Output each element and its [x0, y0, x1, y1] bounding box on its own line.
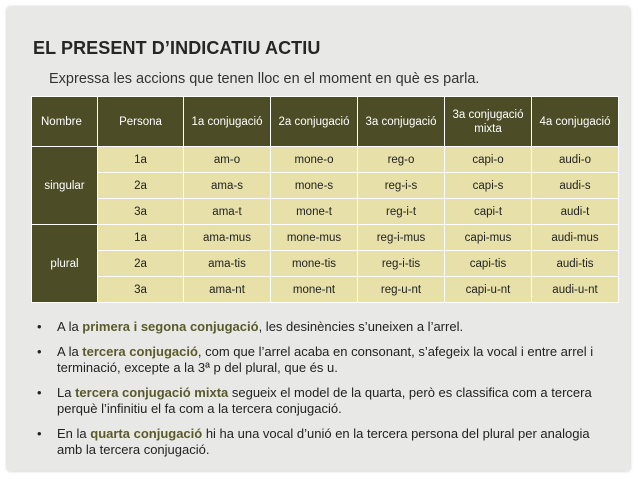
header-1a-conjugacio: 1a conjugació	[184, 97, 271, 147]
form-cell: am-o	[184, 147, 271, 173]
header-2a-conjugacio: 2a conjugació	[271, 97, 358, 147]
form-cell: mone-o	[271, 147, 358, 173]
form-cell: audi-tis	[532, 251, 619, 277]
bullet-text: A la	[57, 319, 83, 334]
bullet-emphasis: quarta conjugació	[90, 426, 203, 441]
form-cell: capi-u-nt	[445, 277, 532, 303]
table-row	[32, 147, 619, 173]
header-persona: Persona	[98, 97, 184, 147]
table-row	[32, 277, 619, 303]
bullet-text: A la	[57, 344, 83, 359]
header-3a-conjugacio-mixta: 3a conjugació mixta	[445, 97, 532, 147]
bullet-dot-icon: •	[37, 385, 42, 400]
form-cell: ama-t	[184, 199, 271, 225]
bullet-item	[37, 385, 607, 417]
group-label-singular: singular	[32, 147, 98, 225]
conjugation-table	[31, 96, 619, 303]
persona-cell: 2a	[98, 173, 184, 199]
form-cell: capi-mus	[445, 225, 532, 251]
form-cell: ama-mus	[184, 225, 271, 251]
bullet-text: segueix el model de la quarta, però es classifica com a tercera perquè l’infinitiu el fa com a la tercera conjugació.	[57, 385, 592, 416]
form-cell: reg-o	[358, 147, 445, 173]
bullet-item	[37, 344, 607, 376]
table-row	[32, 225, 619, 251]
bullet-dot-icon: •	[37, 319, 42, 334]
persona-cell: 1a	[98, 147, 184, 173]
form-cell: mone-nt	[271, 277, 358, 303]
bullet-dot-icon: •	[37, 426, 42, 441]
form-cell: reg-i-mus	[358, 225, 445, 251]
persona-cell: 1a	[98, 225, 184, 251]
form-cell: audi-t	[532, 199, 619, 225]
slide-subtitle: Expressa les accions que tenen lloc en el moment en què es parla.	[49, 71, 480, 87]
table-row	[32, 199, 619, 225]
form-cell: capi-t	[445, 199, 532, 225]
form-cell: audi-s	[532, 173, 619, 199]
form-cell: capi-s	[445, 173, 532, 199]
bullet-text: , com que l’arrel acaba en consonant, s’afegeix la vocal i entre arrel i terminació, excepte a la 3ª p del plural, que és u.	[57, 344, 594, 375]
form-cell: audi-o	[532, 147, 619, 173]
form-cell: capi-o	[445, 147, 532, 173]
form-cell: ama-tis	[184, 251, 271, 277]
bullet-emphasis: primera i segona conjugació	[82, 319, 259, 334]
form-cell: ama-s	[184, 173, 271, 199]
header-4a-conjugacio: 4a conjugació	[532, 97, 619, 147]
bullet-emphasis: tercera conjugació mixta	[75, 385, 229, 400]
header-nombre: Nombre	[32, 97, 98, 147]
form-cell: capi-tis	[445, 251, 532, 277]
table-header-row	[32, 97, 619, 147]
form-cell: reg-u-nt	[358, 277, 445, 303]
group-label-plural: plural	[32, 225, 98, 303]
form-cell: mone-s	[271, 173, 358, 199]
form-cell: mone-tis	[271, 251, 358, 277]
bullet-text: hi ha una vocal d’unió en la tercera persona del plural per analogia amb la tercera conjugació.	[57, 426, 590, 457]
form-cell: reg-i-tis	[358, 251, 445, 277]
form-cell: reg-i-t	[358, 199, 445, 225]
bullet-item	[37, 319, 607, 335]
bullet-list	[37, 319, 607, 467]
bullet-dot-icon: •	[37, 344, 42, 359]
slide-title: EL PRESENT D’INDICATIU ACTIU	[33, 38, 321, 58]
form-cell: mone-t	[271, 199, 358, 225]
bullet-item	[37, 426, 607, 458]
slide	[7, 7, 630, 471]
bullet-emphasis: tercera conjugació	[82, 344, 198, 359]
bullet-text: En la	[57, 426, 91, 441]
form-cell: audi-u-nt	[532, 277, 619, 303]
table-row	[32, 173, 619, 199]
persona-cell: 2a	[98, 251, 184, 277]
table-row	[32, 251, 619, 277]
form-cell: ama-nt	[184, 277, 271, 303]
bullet-text: La	[57, 385, 76, 400]
form-cell: audi-mus	[532, 225, 619, 251]
bullet-text: , les desinències s’uneixen a l’arrel.	[258, 319, 464, 334]
persona-cell: 3a	[98, 277, 184, 303]
form-cell: mone-mus	[271, 225, 358, 251]
persona-cell: 3a	[98, 199, 184, 225]
header-3a-conjugacio: 3a conjugació	[358, 97, 445, 147]
form-cell: reg-i-s	[358, 173, 445, 199]
